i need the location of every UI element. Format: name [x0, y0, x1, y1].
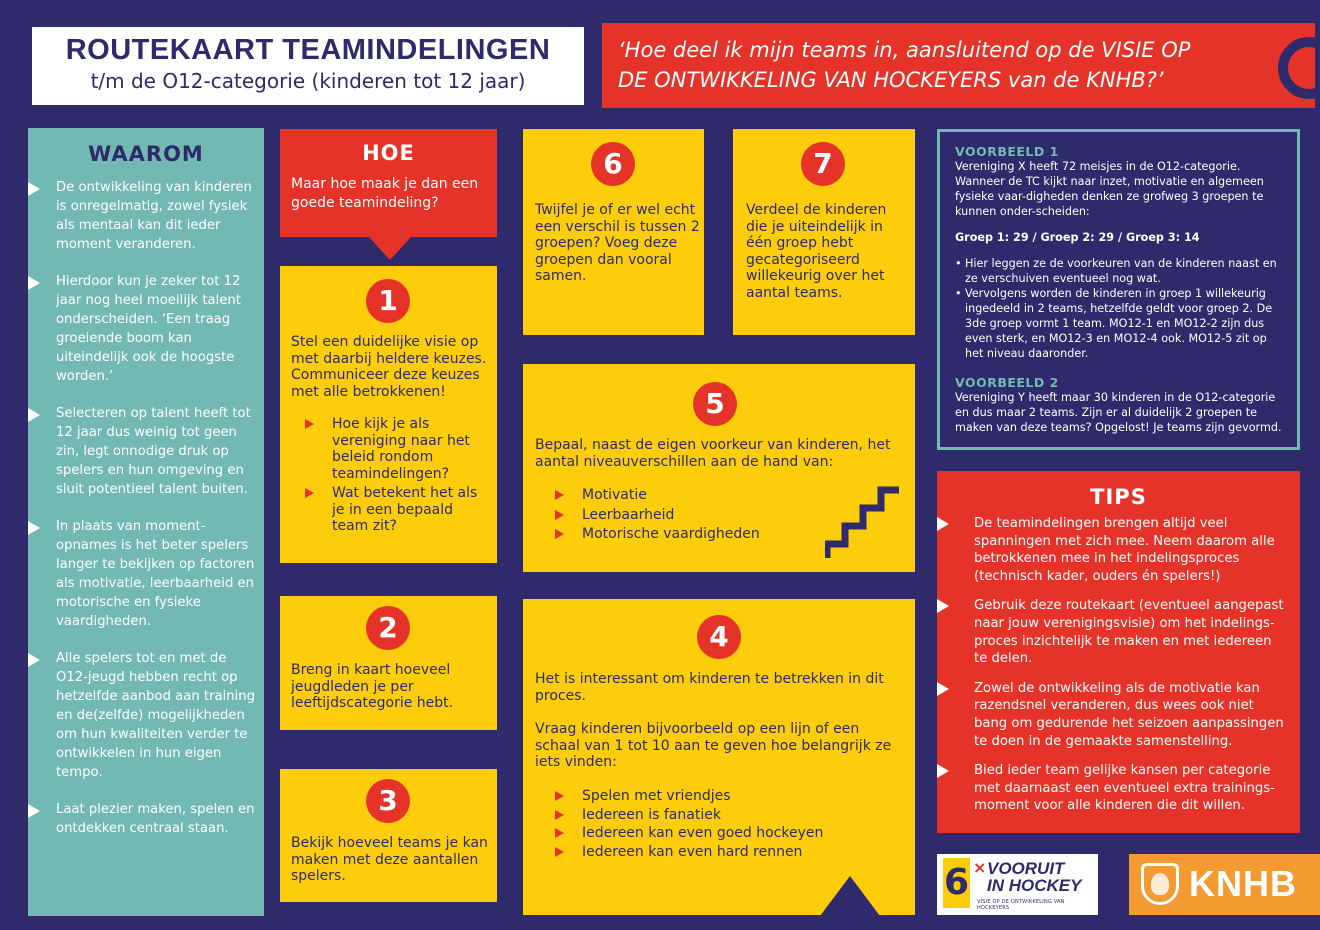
tips-list: [937, 515, 1300, 827]
waarom-item-text: Hierdoor kun je zeker tot 12 jaar nog heel moeilijk talent onderscheiden. ‘Een traag groeiende boom kan uiteindelijk ook de hoogste worden.’: [56, 274, 241, 384]
step-7-box: [733, 129, 915, 335]
step-5-text: Bepaal, naast de eigen voorkeur van kinderen, het aantal niveauverschillen aan de hand van:: [535, 437, 891, 470]
voorbeeld-groups: Groep 1: 29 / Groep 2: 29 / Groep 3: 14: [955, 231, 1200, 244]
list-item: [555, 487, 815, 504]
step-4-text-2: Vraag kinderen bijvoorbeeld op een lijn of een schaal van 1 tot 10 aan te geven hoe belangrijk ze iets vinden:: [535, 721, 892, 770]
waarom-panel: [28, 128, 264, 916]
logo-x: ×: [973, 858, 987, 877]
list-item-text: Motorische vaardigheden: [582, 526, 760, 542]
list-item-text: Spelen met vriendjes: [582, 788, 731, 804]
tip-text: Zowel de ontwikkeling als de motivatie kan razendsnel veranderen, dus wees ook niet bang om gedurende het seizoen aanpassingen te doen in de gemaakte samenstelling.: [974, 680, 1284, 749]
waarom-item: [28, 404, 264, 499]
ring-icon: [1278, 37, 1315, 99]
voorbeeld-1-title: VOORBEELD 1: [955, 144, 1059, 159]
list-item: [555, 526, 815, 543]
arrow-up-icon: [606, 340, 622, 362]
step-2-box: [280, 596, 497, 730]
list-item: [305, 416, 491, 482]
tip-item: [937, 680, 1300, 750]
bullet-icon: [28, 276, 40, 290]
bullet-icon: [28, 408, 40, 422]
quote-banner: [602, 23, 1315, 108]
step-4-number: 4: [697, 615, 741, 659]
bullet-icon: [555, 828, 564, 838]
bullet-icon: [28, 521, 40, 535]
step-4-box: [523, 599, 915, 915]
waarom-item-text: De ontwikkeling van kinderen is onregelmatig, zowel fysiek als mentaal kan dit ieder moment veranderen.: [56, 180, 252, 252]
quote-line-2: DE ONTWIKKELING VAN HOCKEYERS van de KNHB?’: [618, 68, 1164, 92]
tip-text: De teamindelingen brengen altijd veel spanningen met zich mee. Neem daarom alle betrokkenen mee in het indelingsproces (technisch kader, ouders én spelers!): [974, 516, 1275, 584]
bullet-icon: [937, 599, 949, 613]
list-item: [555, 788, 875, 805]
waarom-item-text: Selecteren op talent heeft tot 12 jaar dus weinig tot geen zin, legt onnodige druk op spelers en hun omgeving en sluit potentieel talent buiten.: [56, 406, 251, 497]
pointer-notch: [368, 236, 412, 260]
list-item: [555, 844, 875, 861]
tips-title: TIPS: [1090, 485, 1147, 509]
bullet-icon: [937, 682, 949, 696]
list-item-text: Iedereen kan even goed hockeyen: [582, 825, 824, 841]
knhb-wordmark: KNHB: [1189, 863, 1297, 904]
step-7-number: 7: [801, 142, 845, 186]
tip-item: [937, 597, 1300, 667]
bullet-icon: [305, 488, 314, 498]
bullet-icon: [555, 847, 564, 857]
hoe-text: Maar hoe maak je dan een goede teamindeling?: [291, 176, 479, 211]
hoe-panel: [280, 129, 497, 237]
logo-six: 6: [943, 858, 970, 908]
lion-crest-icon: [1141, 863, 1179, 905]
waarom-item-text: In plaats van moment-opnames is het beter spelers langer te bekijken op factoren als motivatie, leerbaarheid en motorische en fysieke vaardigheden.: [56, 519, 255, 629]
list-item: • Vervolgens worden de kinderen in groep 1 willekeurig ingedeeld in 2 teams, hetzelfde geldt voor groep 2. De 3de groep vormt 1 team. MO12-1 en MO12-2 zijn dus even sterk, en MO12-3 en MO12-4 ook. MO12-5 zit op het niveau daaronder.: [955, 286, 1283, 361]
list-item-text: Iedereen is fanatiek: [582, 806, 721, 823]
bullet-icon: [555, 529, 564, 539]
logo-tagline: VISIE OP DE ONTWIKKELING VAN HOCKEYERS: [977, 899, 1065, 911]
step-3-number: 3: [366, 779, 410, 823]
waarom-item-text: Laat plezier maken, spelen en ontdekken centraal staan.: [56, 802, 255, 836]
step-3-box: [280, 769, 497, 902]
bullet-icon: [555, 510, 564, 520]
waarom-item: [28, 649, 264, 782]
voorbeeld-panel: [937, 129, 1300, 450]
step-1-list: [305, 416, 491, 538]
waarom-item: [28, 178, 264, 254]
step-5-box: [523, 364, 915, 572]
waarom-item: [28, 517, 264, 631]
list-item-text: Iedereen kan even hard rennen: [582, 843, 803, 860]
list-item: [305, 485, 491, 535]
waarom-item: [28, 272, 264, 386]
stairs-icon: [825, 484, 901, 560]
step-3-text: Bekijk hoeveel teams je kan maken met deze aantallen spelers.: [291, 835, 488, 884]
waarom-title: WAAROM: [88, 142, 204, 166]
logo-wordmark: [987, 860, 1081, 894]
bullet-icon: [28, 182, 40, 196]
voorbeeld-2-title: VOORBEELD 2: [955, 375, 1059, 390]
step-2-number: 2: [366, 606, 410, 650]
step-6-box: [523, 129, 704, 335]
tip-item: [937, 762, 1300, 815]
notch-icon: [820, 876, 880, 915]
step-1-text: Stel een duidelijke visie op met daarbij heldere keuzes. Communiceer deze keuzes met alle betrokkenen!: [291, 334, 487, 400]
arrow-down-icon: [382, 740, 398, 762]
bullet-icon: [555, 810, 564, 820]
step-1-number: 1: [366, 279, 410, 323]
step-5-list: [555, 487, 815, 546]
bullet-icon: [937, 517, 949, 531]
list-item: • Hier leggen ze de voorkeuren van de kinderen naast en ze verschuiven eventueel nog wat.: [955, 256, 1283, 286]
step-7-text: Verdeel de kinderen die je uiteindelijk in één groep hebt gecategoriseerd willekeurig over het aantal teams.: [746, 202, 887, 301]
voorbeeld-1-list: [955, 256, 1283, 361]
list-item-text: Wat betekent het als je in een bepaald team zit?: [332, 485, 478, 534]
bullet-icon: [555, 490, 564, 500]
list-item-text: Hoe kijk je als vereniging naar het beleid rondom teamindelingen?: [332, 416, 470, 482]
tip-text: Bied ieder team gelijke kansen per categorie met daarnaast een eventueel extra trainings-moment voor alle kinderen die dit willen.: [974, 763, 1275, 814]
step-1-box: [280, 266, 497, 563]
quote-line-1: ‘Hoe deel ik mijn teams in, aansluitend op de VISIE OP: [618, 38, 1191, 62]
tips-panel: [937, 471, 1300, 833]
logo-line-2: IN HOCKEY: [987, 876, 1082, 895]
arrow-right-icon: [707, 226, 731, 242]
header-quote: [618, 35, 1258, 95]
waarom-item-text: Alle spelers tot en met de O12-jeugd hebben recht op hetzelfde aanbod aan training en de(zelfde) mogelijkheden om hun kwaliteiten verder te ontwikkelen in hun eigen tempo.: [56, 651, 255, 780]
step-4-list: [555, 788, 875, 862]
step-6-number: 6: [591, 142, 635, 186]
waarom-item: [28, 800, 264, 838]
list-item: [555, 825, 875, 842]
page-subtitle: t/m de O12-categorie (kinderen tot 12 jaar): [90, 69, 526, 93]
step-5-number: 5: [693, 382, 737, 426]
step-2-text: Breng in kaart hoeveel jeugdleden je per leeftijdscategorie hebt.: [291, 662, 454, 711]
list-item-text: Leerbaarheid: [582, 506, 675, 523]
bullet-icon: [305, 419, 314, 429]
logo-line-1: VOORUIT: [987, 859, 1065, 878]
step-6-text: Twijfel je of er wel echt een verschil is tussen 2 groepen? Voeg deze groepen dan vooral samen.: [535, 202, 700, 284]
voorbeeld-1-text: Vereniging X heeft 72 meisjes in de O12-categorie. Wanneer de TC kijkt naar inzet, motivatie en algemeen fysieke vaar-digheden denken ze grofweg 3 groepen te kunnen onder-scheiden:: [955, 160, 1264, 218]
bullet-icon: [937, 764, 949, 778]
bullet-icon: [28, 804, 40, 818]
voorbeeld-2-text: Vereniging Y heeft maar 30 kinderen in de O12-categorie en dus maar 2 teams. Zijn er al duidelijk 2 groepen te maken van deze teams? Opgelost! Je teams zijn gevormd.: [955, 391, 1282, 434]
arrow-up-icon: [709, 574, 725, 596]
tip-text: Gebruik deze routekaart (eventueel aangepast naar jouw verenigingsvisie) om het indelings-proces inzichtelijk te maken en met iedereen te delen.: [974, 598, 1284, 667]
vooruit-in-hockey-logo: [937, 854, 1098, 915]
bullet-icon: [28, 653, 40, 667]
knhb-logo: [1129, 854, 1320, 915]
page-title: ROUTEKAART TEAMINDELINGEN: [65, 34, 551, 66]
list-item: [555, 807, 875, 824]
step-4-text-1: Het is interessant om kinderen te betrekken in dit proces.: [535, 671, 884, 704]
hoe-title: HOE: [362, 141, 415, 165]
bullet-icon: [555, 791, 564, 801]
list-item: [555, 507, 815, 524]
waarom-list: [28, 178, 264, 856]
tip-item: [937, 515, 1300, 585]
title-banner: [32, 27, 584, 105]
list-item-text: Motivatie: [582, 487, 647, 503]
arrow-down-icon: [382, 569, 398, 591]
